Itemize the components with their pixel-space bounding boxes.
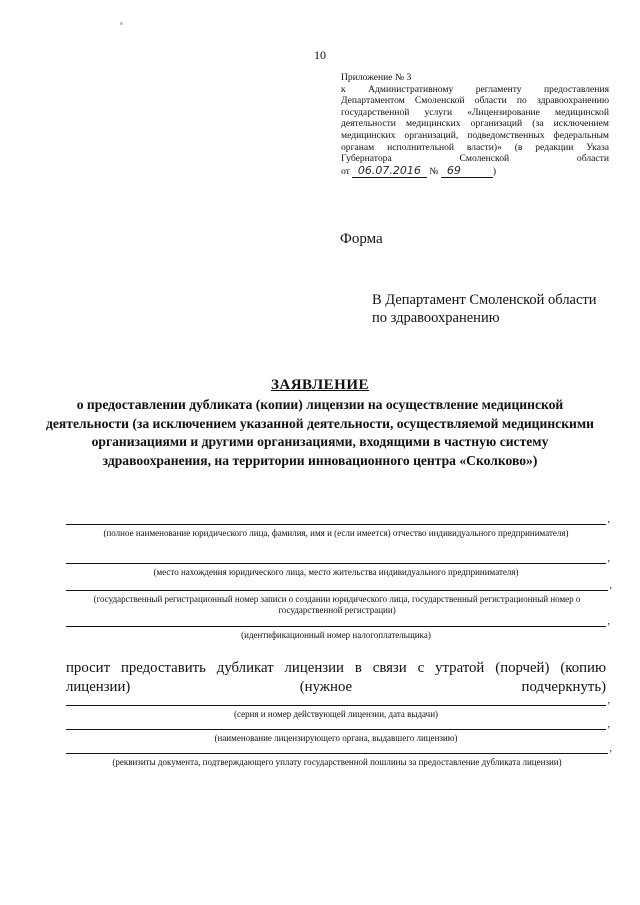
form-label: Форма bbox=[340, 231, 383, 247]
appendix-date-line bbox=[341, 163, 497, 177]
appendix-block bbox=[341, 72, 609, 178]
scan-dot bbox=[120, 22, 123, 25]
fill-line bbox=[66, 729, 606, 730]
appendix-title: Приложение № 3 bbox=[341, 72, 412, 83]
field-caption: (идентификационный номер налогоплательщика) bbox=[241, 630, 431, 640]
page-number: 10 bbox=[314, 48, 326, 62]
fill-line bbox=[66, 590, 608, 591]
field-location bbox=[66, 563, 606, 578]
handwritten-date: 06.07.2016 bbox=[357, 163, 421, 177]
heading-subtitle: о предоставлении дубликата (копии) лицензии на осуществление медицинской деятельности (за исключением указанной деятельности, осуществляемой медицинскими организациями и другими организациями, входящими в частную систему здравоохранения, на территории инновационного центра «Сколково») bbox=[46, 397, 594, 468]
field-caption: (реквизиты документа, подтверждающего уплату государственной пошлины за предоставление дубликата лицензии) bbox=[112, 757, 562, 767]
number-prefix: № bbox=[429, 165, 439, 177]
field-caption: (место нахождения юридического лица, место жительства индивидуального предпринимателя) bbox=[153, 567, 519, 577]
field-licensing-body bbox=[66, 729, 606, 744]
field-caption: (серия и номер действующей лицензии, дата выдачи) bbox=[233, 709, 439, 719]
from-prefix: от bbox=[341, 165, 350, 177]
field-applicant-name bbox=[66, 524, 606, 539]
appendix-text: к Административному регламенту предоставления Департаментом Смоленской области по здравоохранению государственной услуги «Лицензирование медицинской деятельности медицинских организаций (за исключением медицинских организаций, подведомственных федеральным органам исполнительной власти)» (в редакции Указа Губернатора Смоленской области bbox=[341, 83, 609, 165]
request-text: просит предоставить дубликат лицензии в связи с утратой (порчей) (копию лицензии) (нужное подчеркнуть) bbox=[66, 660, 606, 695]
field-caption: (полное наименование юридического лица, фамилия, имя и (если имеется) отчество индивидуального предпринимателя) bbox=[103, 528, 569, 538]
field-license-series bbox=[66, 705, 606, 720]
addressee-block bbox=[372, 291, 622, 327]
field-payment-details bbox=[66, 753, 608, 768]
fill-line bbox=[66, 705, 606, 706]
handwritten-number: 69 bbox=[446, 163, 461, 177]
addressee-line-1: В Департамент Смоленской области bbox=[372, 292, 597, 308]
field-caption: (наименование лицензирующего органа, выдавшего лицензию) bbox=[214, 733, 458, 743]
document-heading bbox=[40, 375, 600, 470]
field-inn bbox=[66, 626, 606, 641]
field-registration-number bbox=[66, 590, 608, 616]
closing-paren: ) bbox=[492, 165, 497, 177]
fill-line bbox=[66, 626, 606, 627]
fill-line bbox=[66, 753, 608, 754]
fill-line bbox=[66, 524, 606, 525]
field-caption: (государственный регистрационный номер записи о создании юридического лица, государственный регистрационный номер о государственной регистрации) bbox=[93, 594, 581, 615]
fill-line bbox=[66, 563, 606, 564]
addressee-line-2: по здравоохранению bbox=[372, 310, 500, 326]
heading-title: ЗАЯВЛЕНИЕ bbox=[270, 377, 370, 393]
